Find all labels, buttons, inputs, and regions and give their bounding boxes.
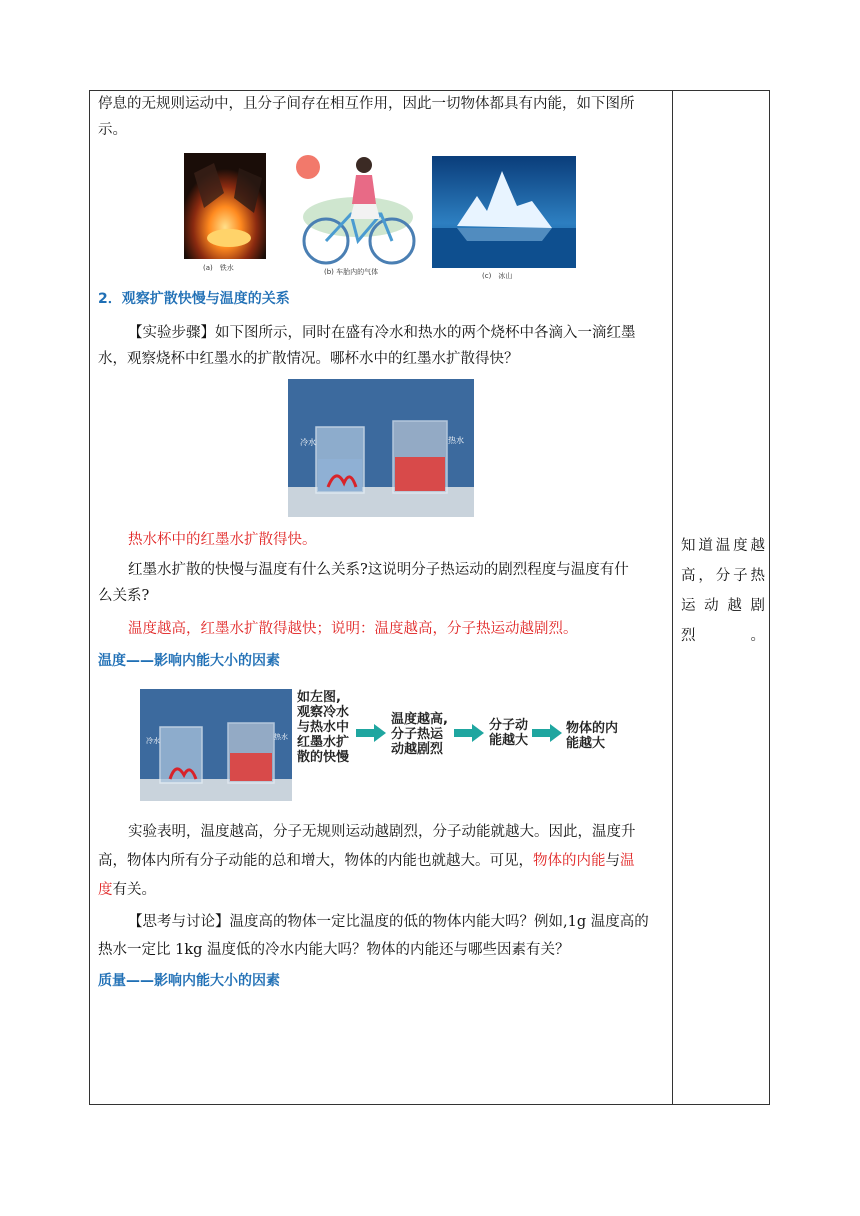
hot-water-label: 热水	[274, 733, 288, 741]
arrow-right-icon	[454, 724, 484, 742]
flow-box-internal-energy: 物体的内 能越大	[566, 721, 619, 751]
paragraph-line: 度有关。	[98, 882, 156, 898]
arrow-right-icon	[532, 724, 562, 742]
paragraph-line: 热水一定比 1kg 温度低的冷水内能大吗？物体的内能还与哪些因素有关？	[98, 942, 570, 958]
iceberg-photo	[432, 156, 576, 268]
paragraph-line: 么关系?	[98, 588, 150, 604]
molten-iron-photo	[184, 153, 266, 259]
paragraph-line: 【实验步骤】如下图所示，同时在盛有冷水和热水的两个烧杯中各滴入一滴红墨	[128, 325, 636, 341]
section-heading-diffusion: 2．观察扩散快慢与温度的关系	[98, 291, 290, 307]
paragraph-line: 示。	[98, 122, 127, 138]
beaker-thumbnail-photo	[140, 689, 292, 801]
paragraph-line: 高，物体内所有分子动能的总和增大，物体的内能也就越大。可见，物体的内能与温	[98, 853, 635, 869]
paragraph-line: 【思考与讨论】温度高的物体一定比温度的低的物体内能大吗？例如,1g 温度高的	[128, 914, 649, 930]
answer-line: 热水杯中的红墨水扩散得快。	[128, 532, 317, 548]
paragraph-line: 停息的无规则运动中，且分子间存在相互作用，因此一切物体都具有内能，如下图所	[98, 96, 635, 112]
cold-water-label: 冷水	[300, 438, 316, 447]
flow-box-observe: 如左图, 观察冷水 与热水中 红墨水扩 散的快慢	[297, 690, 350, 765]
caption-a: (a) 铁水	[203, 264, 234, 272]
flow-box-kinetic: 分子动 能越大	[489, 718, 529, 748]
bicycle-illustration	[296, 149, 422, 267]
side-note: 知道温度越高，分子热运动越剧烈。	[681, 538, 765, 644]
lesson-table	[89, 90, 770, 1105]
flow-box-temperature: 温度越高, 分子热运 动越剧烈	[391, 712, 448, 757]
paragraph-line: 红墨水扩散的快慢与温度有什么关系?这说明分子热运动的剧烈程度与温度有什	[128, 562, 629, 578]
answer-line: 温度越高，红墨水扩散得越快；说明：温度越高，分子热运动越剧烈。	[128, 621, 578, 637]
hot-water-label: 热水	[448, 436, 464, 445]
cold-water-label: 冷水	[146, 737, 160, 745]
heading-temperature-factor: 温度——影响内能大小的因素	[98, 653, 280, 669]
heading-mass-factor: 质量——影响内能大小的因素	[98, 973, 280, 989]
arrow-right-icon	[356, 724, 386, 742]
content-column	[90, 91, 672, 1104]
caption-b: (b) 车胎内的气体	[324, 268, 379, 276]
notes-column	[673, 91, 769, 1104]
caption-c: (c) 冰山	[482, 272, 513, 280]
beaker-experiment-photo	[288, 379, 474, 517]
paragraph-line: 水，观察烧杯中红墨水的扩散情况。哪杯水中的红墨水扩散得快？	[98, 351, 519, 367]
paragraph-line: 实验表明，温度越高，分子无规则运动越剧烈，分子动能就越大。因此，温度升	[128, 824, 636, 840]
